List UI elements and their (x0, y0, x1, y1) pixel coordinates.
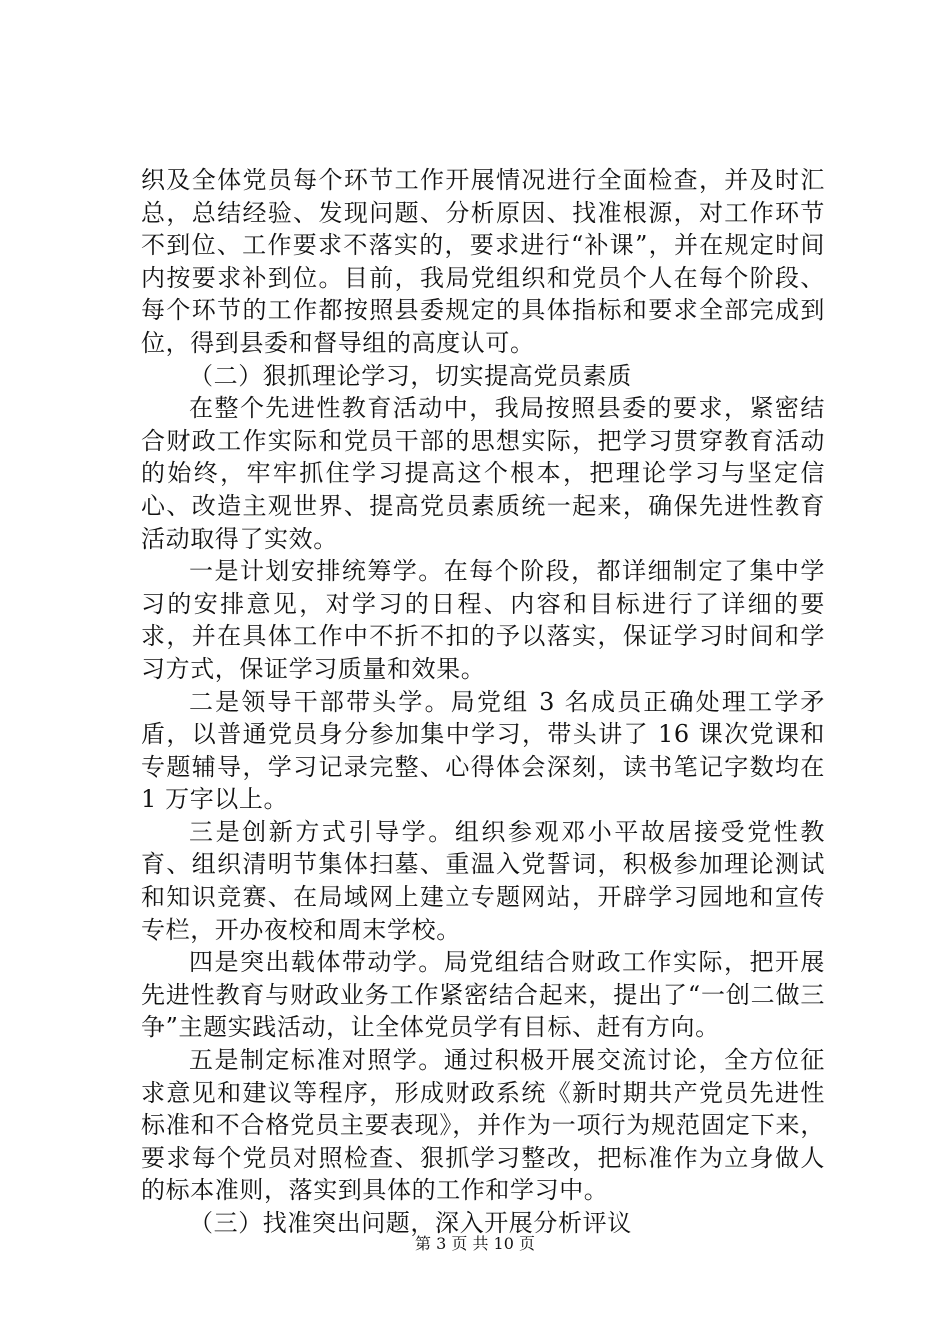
section-heading-2: （二）狠抓理论学习，切实提高党员素质 (189, 361, 632, 390)
paragraph-item-5: 五是制定标准对照学。通过积极开展交流讨论，全方位征求意见和建议等程序，形成财政系统《新时期共产党员先进性标准和不合格党员主要表现》，并作为一项行为规范固定下来，要求每个党员对照检查、狠抓学习整改，把标准作为立身做人的标本准则，落实到具体的工作和学习中。 (141, 1046, 825, 1205)
document-body (141, 164, 825, 1240)
paragraph-item-2: 二是领导干部带头学。局党组 3 名成员正确处理工学矛盾，以普通党员身分参加集中学习，带头讲了 16 课次党课和专题辅导，学习记录完整、心得体会深刻，读书笔记字数均在 1 万字以上。 (141, 687, 825, 814)
paragraph-continuation: 织及全体党员每个环节工作开展情况进行全面检查，并及时汇总，总结经验、发现问题、分析原因、找准根源，对工作环节不到位、工作要求不落实的，要求进行“补课”，并在规定时间内按要求补到位。目前，我局党组织和党员个人在每个阶段、每个环节的工作都按照县委规定的具体指标和要求全部完成到位，得到县委和督导组的高度认可。 (141, 166, 825, 357)
paragraph-item-4: 四是突出载体带动学。局党组结合财政工作实际，把开展先进性教育与财政业务工作紧密结合起来，提出了“一创二做三争”主题实践活动，让全体党员学有目标、赶有方向。 (141, 948, 825, 1042)
page-number-footer: 第 3 页 共 10 页 (415, 1234, 535, 1253)
paragraph-item-3: 三是创新方式引导学。组织参观邓小平故居接受党性教育、组织清明节集体扫墓、重温入党誓词，积极参加理论测试和知识竞赛、在局域网上建立专题网站，开辟学习园地和宣传专栏，开办夜校和周末学校。 (141, 817, 825, 944)
paragraph-study-overview: 在整个先进性教育活动中，我局按照县委的要求，紧密结合财政工作实际和党员干部的思想实际，把学习贯穿教育活动的始终，牢牢抓住学习提高这个根本，把理论学习与坚定信心、改造主观世界、提高党员素质统一起来，确保先进性教育活动取得了实效。 (141, 394, 825, 553)
paragraph-item-1: 一是计划安排统筹学。在每个阶段，都详细制定了集中学习的安排意见，对学习的日程、内容和目标进行了详细的要求，并在具体工作中不折不扣的予以落实，保证学习时间和学习方式，保证学习质量和效果。 (141, 557, 825, 683)
section-heading-3: （三）找准突出问题，深入开展分析评议 (189, 1209, 632, 1237)
